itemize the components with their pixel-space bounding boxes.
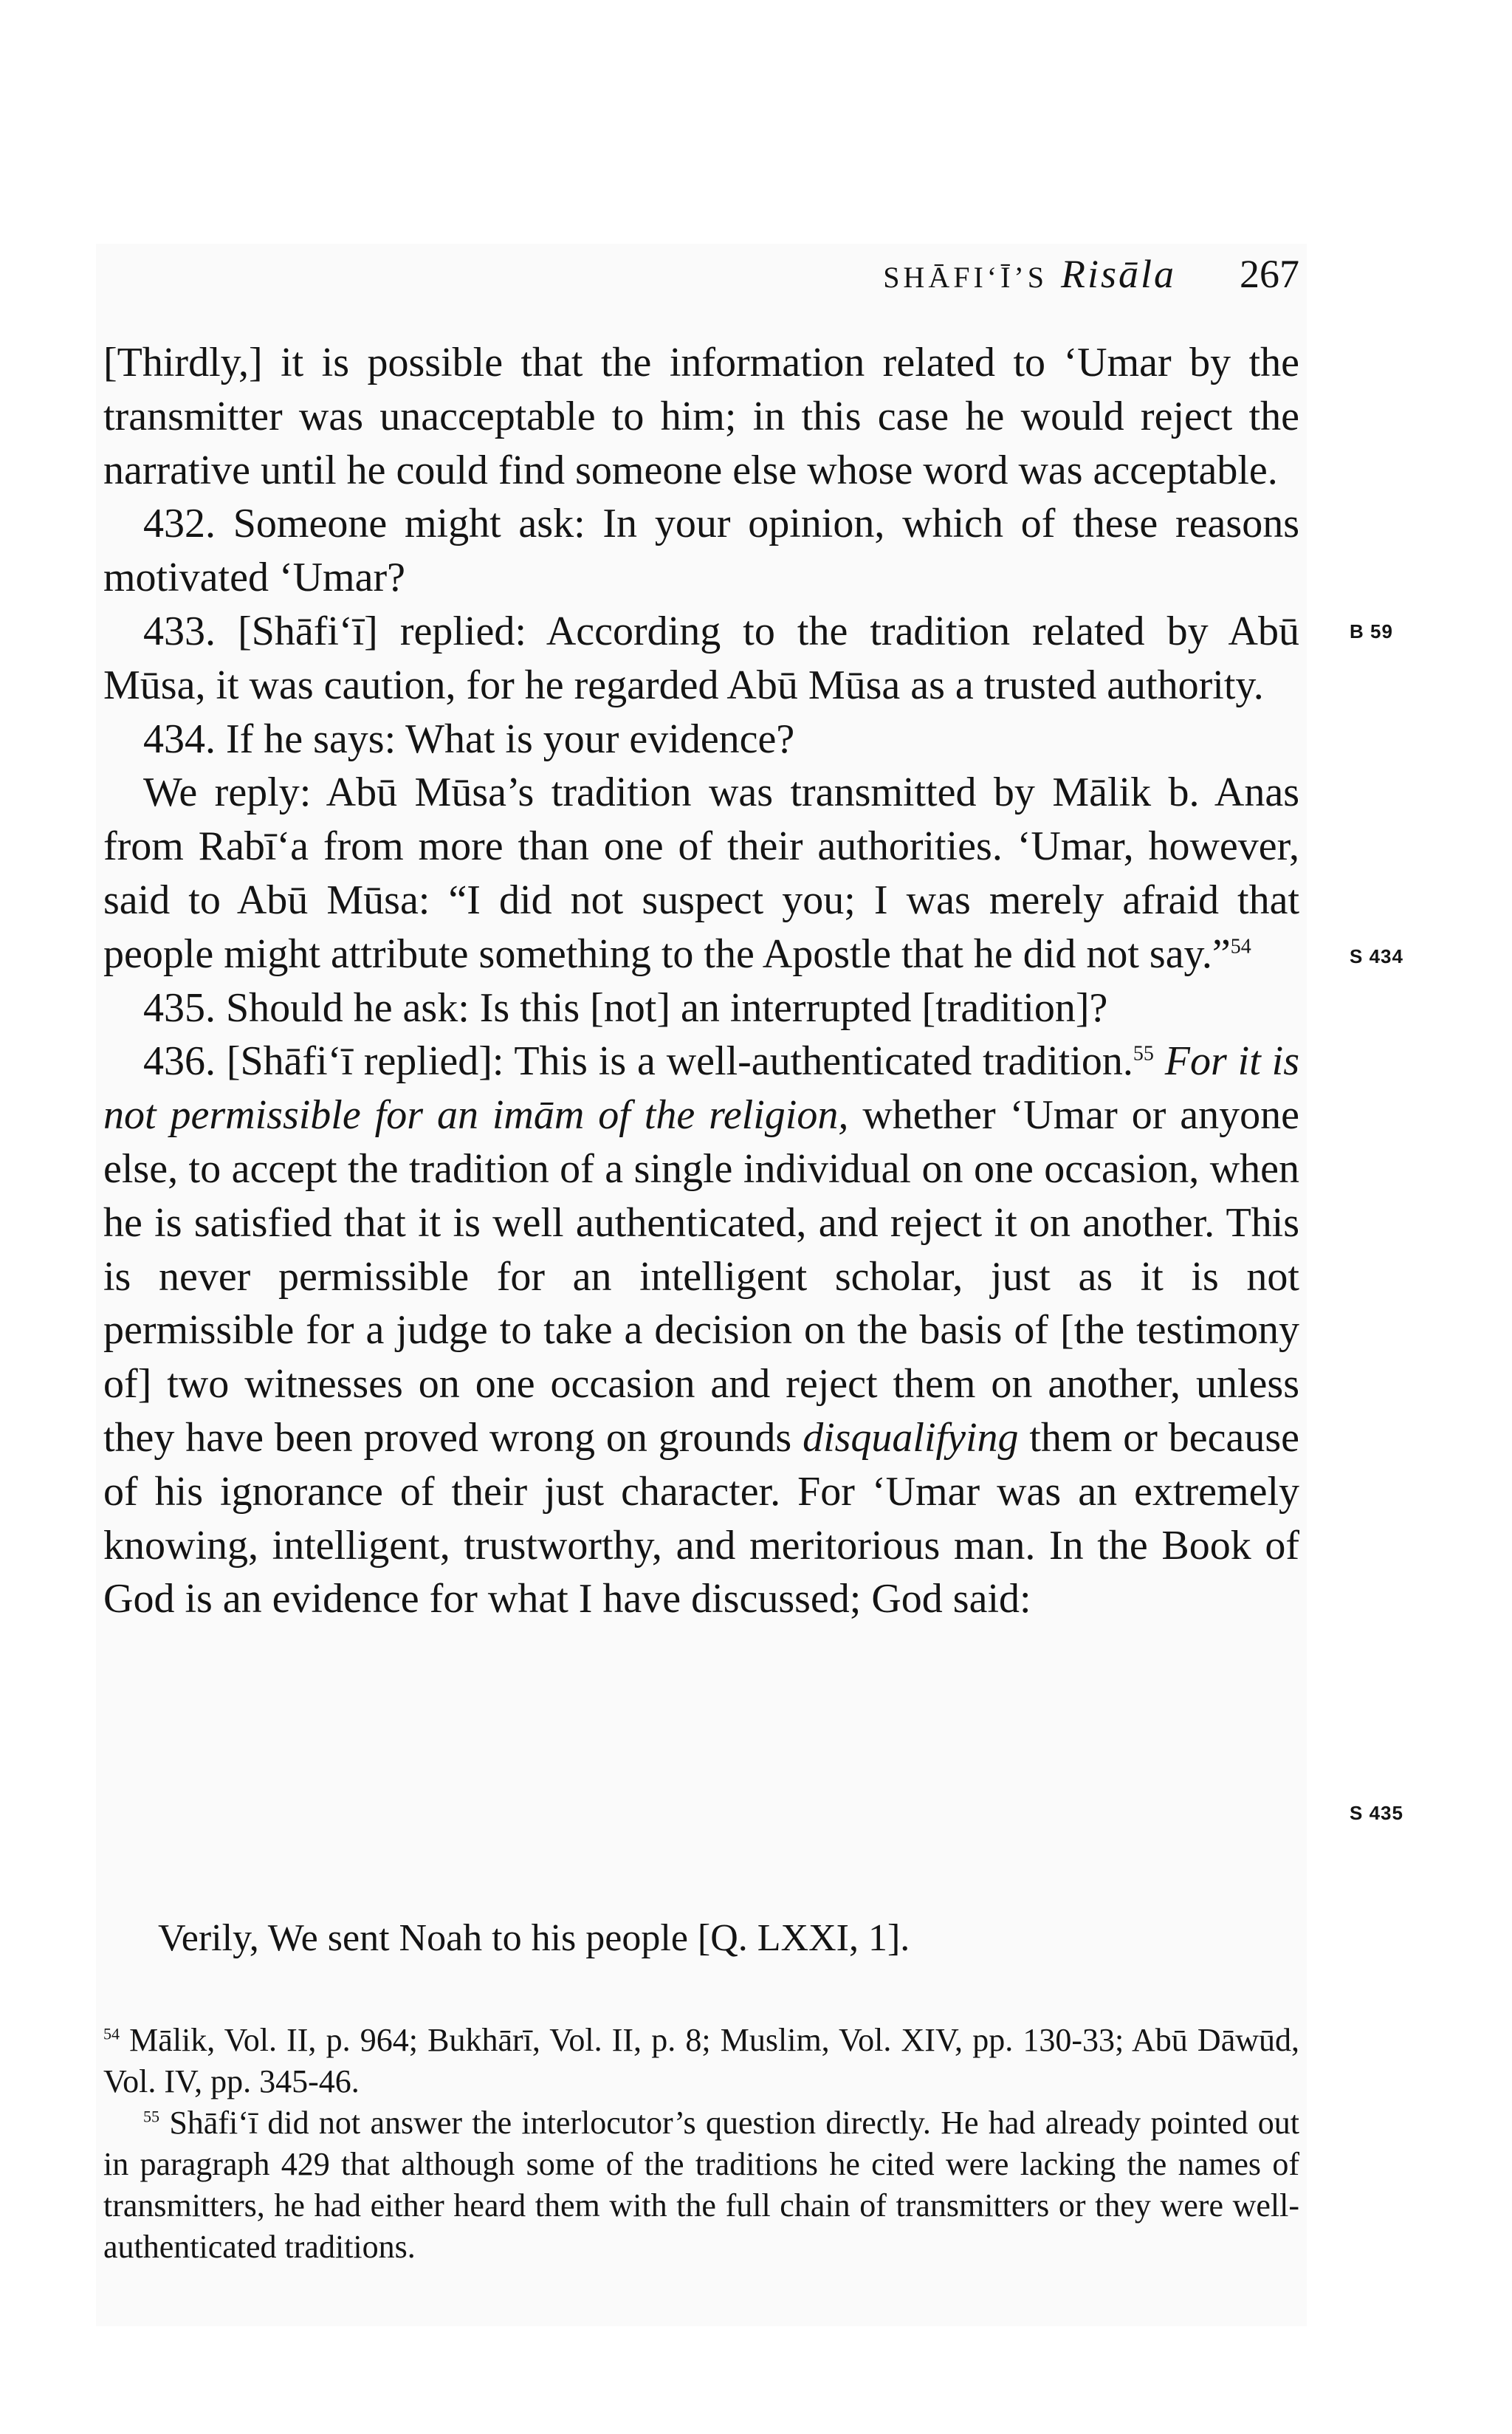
footnote-mark: 54: [103, 2024, 120, 2043]
footnote-ref-54[interactable]: 54: [1230, 935, 1251, 959]
page-number: 267: [1240, 252, 1299, 296]
footnote-text: Mālik, Vol. II, p. 964; Bukhārī, Vol. II, p. 8; Muslim, Vol. XIV, pp. 130-33; Abū Dāwūd, Vol. IV, pp. 345-46.: [103, 2022, 1300, 2099]
body-text: [103, 336, 1299, 1626]
paragraph-436-italic: For it is not permissible for an imām of the religion,: [103, 1038, 1300, 1139]
paragraph-436-end: them or because of his ignorance of their just character. For ‘Umar was an extremely knowing, intelligent, trustworthy, and meritorious man. In the Book of God is an evidence for what I have discussed; God said:: [103, 1414, 1300, 1622]
paragraph-434-reply-text: We reply: Abū Mūsa’s tradition was transmitted by Mālik b. Anas from Rabī‘a from more than one of their authorities. ‘Umar, however, said to Abū Mūsa: “I did not suspect you; I was merely afraid that people might attribute something to the Apostle that he did not say.”: [103, 769, 1299, 977]
footnotes: [103, 2020, 1299, 2268]
running-head-author: SHĀFI‘Ī’S: [883, 261, 1048, 294]
margin-ref-b59: B 59: [1350, 620, 1393, 642]
paragraph-436-italic-word: disqualifying: [803, 1414, 1019, 1461]
paragraph-434-reply: [103, 766, 1299, 981]
paragraph-434: 434. If he says: What is your evidence?: [143, 716, 795, 762]
quranic-quote: Verily, We sent Noah to his people [Q. LXXI, 1].: [158, 1917, 910, 1959]
running-head: [783, 251, 1299, 303]
running-head-title: Risāla: [1060, 252, 1176, 296]
footnote-54: [103, 2020, 1299, 2102]
footnote-text: Shāfi‘ī did not answer the interlocutor’s question directly. He had already pointed out in paragraph 429 that although some of the traditions he cited were lacking the names of transmitters, he had either heard them with the full chain of transmitters or they were well-authenticated traditions.: [103, 2105, 1299, 2265]
paragraph-433: 433. [Shāfi‘ī] replied: According to the tradition related by Abū Mūsa, it was caution, for he regarded Abū Mūsa as a trusted authority.: [103, 608, 1299, 708]
paragraph-436: [103, 1035, 1299, 1626]
margin-ref-s435: S 435: [1350, 1802, 1403, 1824]
paragraph-436-start: 436. [Shāfi‘ī replied]: This is a well-authenticated tradition.: [143, 1038, 1133, 1085]
paragraph-432: 432. Someone might ask: In your opinion, which of these reasons motivated ‘Umar?: [103, 501, 1299, 601]
paragraph-thirdly: [Thirdly,] it is possible that the information related to ‘Umar by the transmitter was unacceptable to him; in this case he would reject the narrative until he could find someone else whose word was acceptable.: [103, 340, 1299, 493]
margin-ref-s434: S 434: [1350, 945, 1403, 967]
paragraph-436-middle: whether ‘Umar or anyone else, to accept the tradition of a single individual on one occasion, when he is satisfied that it is well authenticated, and reject it on another. This is never permissible for an intelligent scholar, just as it is not permissible for a judge to take a decision on the basis of [the testimony of] two witnesses on one occasion and reject them on another, unless they have been proved wrong on grounds: [103, 1092, 1300, 1461]
paragraph-435: 435. Should he ask: Is this [not] an interrupted [tradition]?: [143, 984, 1108, 1031]
footnote-ref-55[interactable]: 55: [1133, 1042, 1154, 1066]
footnote-mark: 55: [143, 2107, 159, 2126]
footnote-55: [103, 2102, 1299, 2268]
